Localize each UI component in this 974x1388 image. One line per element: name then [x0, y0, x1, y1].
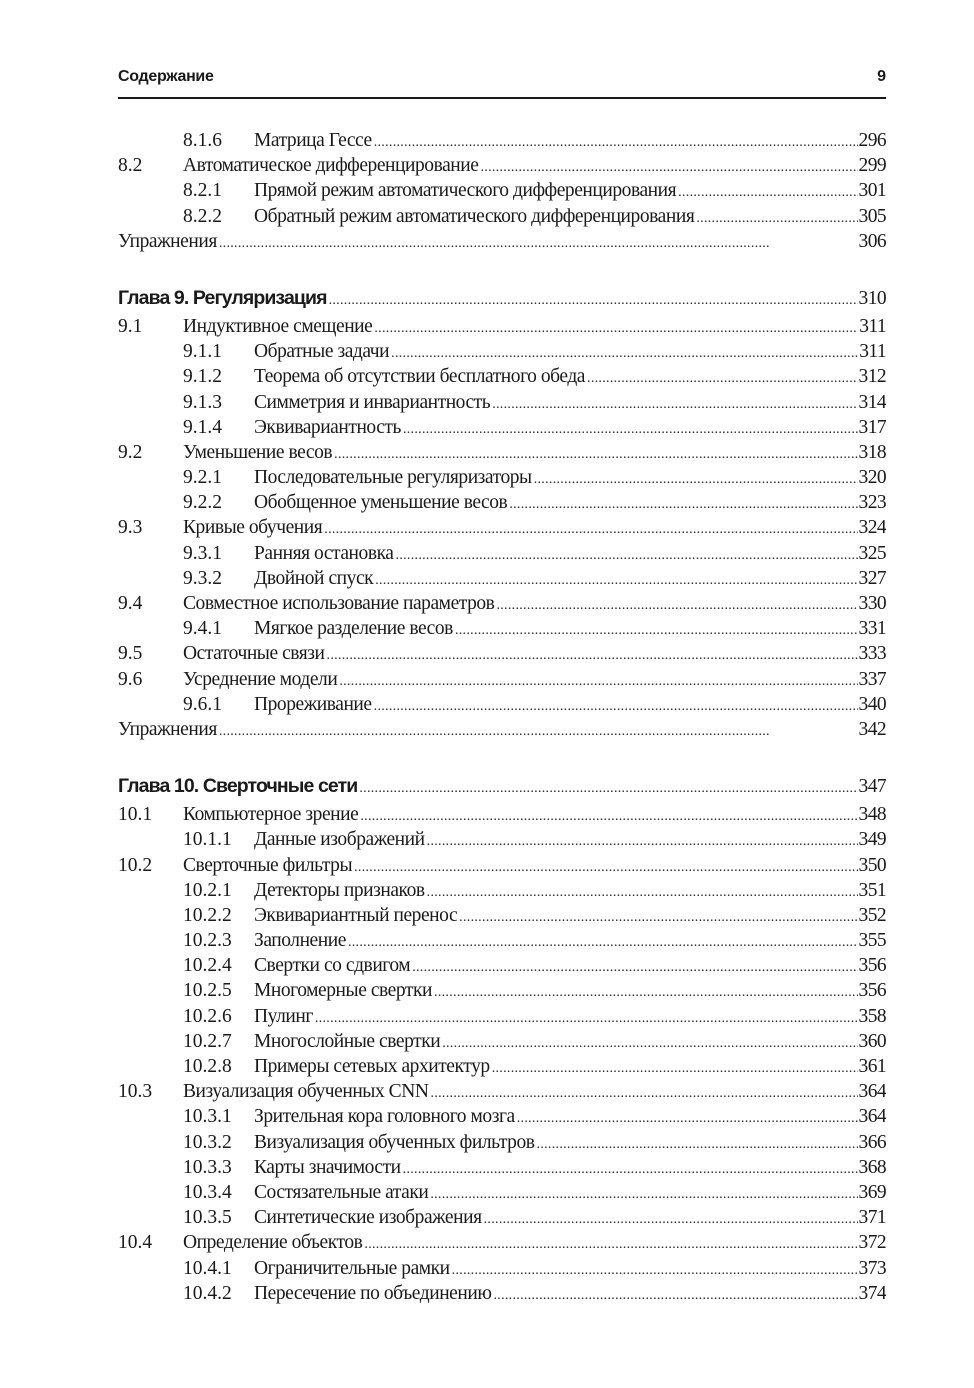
dot-leader	[455, 618, 858, 643]
toc-entry-page: 323	[858, 492, 886, 514]
toc-entry-page: 368	[858, 1156, 886, 1178]
toc-entry-page: 350	[858, 854, 886, 876]
section-gap	[118, 742, 886, 771]
toc-subsection-entry[interactable]	[118, 928, 886, 953]
section-gap	[118, 254, 886, 283]
toc-chapter-heading[interactable]	[118, 283, 886, 314]
toc-entry-number: 8.2.2	[183, 205, 222, 227]
toc-entry-page: 324	[858, 517, 886, 539]
toc-subsection-entry[interactable]	[118, 616, 886, 641]
toc-entry-label: Многослойные свертки	[254, 1029, 442, 1054]
toc-entry-number: 9.1	[118, 315, 143, 337]
toc-entry-line	[254, 178, 886, 205]
toc-entry-number: 9.1.2	[183, 366, 222, 388]
dot-leader	[537, 1132, 858, 1157]
toc-entry-page: 355	[858, 930, 886, 952]
toc-subsection-entry[interactable]	[118, 364, 886, 389]
toc-entry-page: 327	[858, 567, 886, 589]
toc-entry-page: 337	[858, 668, 886, 690]
dot-leader	[375, 568, 857, 593]
toc-entry-line	[254, 1130, 886, 1157]
toc-subsection-entry[interactable]	[118, 178, 886, 203]
toc-entry-number: 8.2	[118, 155, 143, 177]
toc-entry-number: 8.2.1	[183, 180, 222, 202]
dot-leader	[452, 1258, 858, 1283]
toc-section-entry[interactable]	[118, 515, 886, 540]
toc-entry-line	[254, 1281, 886, 1308]
toc-entry-number: 9.3.1	[183, 542, 222, 564]
toc-entry-number: 10.1.1	[183, 829, 232, 851]
toc-entry-page: 373	[858, 1257, 886, 1279]
toc-entry-line	[183, 1230, 886, 1257]
toc-entry-line	[254, 364, 886, 391]
toc-entry-number: 9.6.1	[183, 693, 222, 715]
toc-entry-label: Кривые обучения	[183, 515, 324, 540]
toc-entry-line	[254, 616, 886, 643]
toc-entry-label: Остаточные связи	[183, 641, 327, 666]
toc-entry-number: 10.2.2	[183, 904, 232, 926]
header-rule	[118, 97, 886, 99]
toc-subsection-entry[interactable]	[118, 128, 886, 153]
toc-entry-line	[254, 978, 886, 1005]
toc-entry-number: 9.2.2	[183, 492, 222, 514]
toc-entry-page: 349	[858, 829, 886, 851]
toc-entry-label: Симметрия и инвариантность	[254, 390, 492, 415]
dot-leader	[427, 829, 858, 854]
dot-leader	[509, 492, 857, 517]
toc-entry-page: 331	[858, 618, 886, 640]
toc-subsection-entry[interactable]	[118, 978, 886, 1003]
dot-leader	[374, 130, 858, 155]
toc-subsection-entry[interactable]	[118, 1130, 886, 1155]
toc-entry-line	[254, 692, 886, 719]
toc-entry-line	[254, 128, 886, 155]
toc-entry-number: 9.3	[118, 517, 143, 539]
toc-entry-page: 364	[858, 1081, 886, 1103]
toc-entry-label: Эквивариантность	[254, 415, 403, 440]
dot-leader	[396, 543, 858, 568]
toc-entry-number: 9.5	[118, 643, 143, 665]
toc-entry-line	[254, 1029, 886, 1056]
toc-entry-label: Примеры сетевых архитектур	[254, 1054, 492, 1079]
toc-entry-number: 10.3.5	[183, 1207, 232, 1229]
dot-leader	[442, 1031, 857, 1056]
toc-entry-number: 10.4.1	[183, 1257, 232, 1279]
toc-entry-label: Определение объектов	[183, 1230, 364, 1255]
toc-entry-line	[254, 878, 886, 905]
toc-entry-line	[183, 641, 886, 668]
toc-entry-line	[254, 541, 886, 568]
toc-entry-page: 364	[858, 1106, 886, 1128]
toc-entry-page: 296	[858, 130, 886, 151]
toc-entry-number: 10.4.2	[183, 1282, 232, 1304]
toc-subsection-entry[interactable]	[118, 1004, 886, 1029]
toc-entry-page: 310	[858, 287, 886, 309]
toc-entry-label: Последовательные регуляризаторы	[254, 465, 534, 490]
toc-entry-label: Заполнение	[254, 928, 348, 953]
dot-leader	[219, 719, 858, 744]
toc-entry-line	[254, 339, 886, 366]
toc-entry-page: 360	[858, 1030, 886, 1052]
toc-subsection-entry[interactable]	[118, 541, 886, 566]
toc-entry-page: 301	[858, 180, 886, 202]
toc-entry-line	[183, 1079, 886, 1106]
toc-entry-label: Ограничительные рамки	[254, 1256, 452, 1281]
dot-leader	[339, 669, 857, 694]
toc-entry-page: 305	[858, 205, 886, 227]
toc-entry-number: 9.4	[118, 593, 143, 614]
dot-leader	[360, 804, 857, 829]
toc-entry-line	[183, 591, 886, 618]
toc-entry-number: 9.6	[118, 668, 143, 690]
toc-entry-line	[183, 515, 886, 542]
toc-entry-page: 340	[858, 693, 886, 715]
toc-entry-number: 10.2.6	[183, 1005, 232, 1027]
toc-entry-number: 10.2	[118, 854, 153, 876]
toc-entry-page: 325	[858, 542, 886, 564]
toc-entry-line	[118, 283, 886, 316]
dot-leader	[403, 1157, 858, 1182]
toc-entry-label: Мягкое разделение весов	[254, 616, 455, 641]
toc-subsection-entry[interactable]	[118, 1205, 886, 1230]
toc-entry-label: Пулинг	[254, 1004, 315, 1029]
toc-entry-page: 320	[858, 467, 886, 489]
dot-leader	[492, 392, 857, 417]
toc-subsection-entry[interactable]	[118, 1104, 886, 1129]
toc-subsection-entry[interactable]	[118, 1256, 886, 1281]
toc-entry-page: 374	[858, 1282, 886, 1304]
toc-entry-label: Двойной спуск	[254, 566, 375, 591]
dot-leader	[412, 955, 857, 980]
toc-entry-label: Уменьшение весов	[183, 440, 334, 465]
toc-section-entry[interactable]	[118, 1230, 886, 1255]
toc-entry-label: Многомерные свертки	[254, 978, 434, 1003]
dot-leader	[403, 417, 858, 442]
dot-leader	[431, 1081, 858, 1106]
toc-entry-number: 9.1.1	[183, 341, 222, 363]
toc-entry-number: 9.2.1	[183, 467, 222, 489]
toc-entry-label: Индуктивное смещение	[183, 314, 374, 339]
toc-subsection-entry[interactable]	[118, 490, 886, 515]
toc-section-entry[interactable]	[118, 853, 886, 878]
toc-entry-line	[183, 802, 886, 829]
dot-leader	[324, 517, 857, 542]
toc-entry-label: Глава 10. Сверточные сети	[118, 771, 359, 802]
toc-entry-number: 9.1.4	[183, 416, 222, 438]
toc-entry-label: Прямой режим автоматического дифференцирования	[254, 178, 678, 203]
toc-entry-page: 352	[858, 904, 886, 926]
toc-entry-page: 372	[858, 1232, 886, 1254]
toc-subsection-entry[interactable]	[118, 415, 886, 440]
toc-entry-line	[254, 1054, 886, 1081]
toc-entry-number: 10.3.4	[183, 1181, 232, 1203]
dot-leader	[484, 1207, 858, 1232]
dot-leader	[374, 694, 858, 719]
dot-leader	[364, 1232, 857, 1257]
toc-entry-line	[254, 1256, 886, 1283]
toc-subsection-entry[interactable]	[118, 566, 886, 591]
toc-entry-line	[183, 667, 886, 694]
toc-entry-line	[183, 153, 886, 180]
toc-entry-number: 9.4.1	[183, 618, 222, 640]
dot-leader	[696, 206, 857, 231]
dot-leader	[315, 1006, 858, 1031]
toc-exercises-entry[interactable]	[118, 717, 886, 742]
toc-entry-page: 366	[858, 1131, 886, 1153]
toc-entry-number: 10.3	[118, 1081, 153, 1103]
toc-chapter-heading[interactable]	[118, 771, 886, 802]
dot-leader	[434, 980, 858, 1005]
toc-entry-page: 317	[858, 416, 886, 438]
dot-leader	[219, 231, 858, 256]
toc-entry-page: 361	[858, 1056, 886, 1077]
dot-leader	[348, 930, 858, 955]
toc-entry-line	[118, 717, 886, 744]
toc-entry-number: 10.3.3	[183, 1156, 232, 1178]
toc-entry-label: Данные изображений	[254, 827, 427, 852]
toc-section-entry[interactable]	[118, 314, 886, 339]
toc-section-entry[interactable]	[118, 153, 886, 178]
toc-entry-page: 311	[859, 315, 886, 337]
toc-entry-number: 9.3.2	[183, 567, 222, 589]
toc-subsection-entry[interactable]	[118, 204, 886, 229]
toc-subsection-entry[interactable]	[118, 1281, 886, 1306]
dot-leader	[334, 442, 857, 467]
toc-section-entry[interactable]	[118, 641, 886, 666]
toc-entry-number: 10.2.5	[183, 980, 232, 1002]
toc-entry-label: Теорема об отсутствии бесплатного обеда	[254, 364, 587, 389]
toc-subsection-entry[interactable]	[118, 1155, 886, 1180]
toc-entry-label: Ранняя остановка	[254, 541, 396, 566]
toc-entry-line	[254, 490, 886, 517]
toc-entry-label: Состязательные атаки	[254, 1180, 430, 1205]
toc-entry-line	[254, 928, 886, 955]
toc-entry-label: Обратные задачи	[254, 339, 391, 364]
toc-entry-line	[118, 229, 886, 256]
toc-entry-page: 371	[858, 1207, 886, 1229]
toc-entry-line	[183, 853, 886, 880]
toc-subsection-entry[interactable]	[118, 1054, 886, 1079]
toc-entry-number: 10.1	[118, 804, 153, 826]
toc-entry-page: 312	[858, 366, 886, 388]
toc-entry-number: 9.2	[118, 441, 143, 463]
toc-entry-label: Визуализация обученных CNN	[183, 1079, 431, 1104]
toc-entry-page: 306	[858, 230, 886, 252]
toc-entry-line	[183, 440, 886, 467]
toc-entry-line	[183, 314, 886, 341]
toc-entry-label: Матрица Гессе	[254, 128, 374, 153]
toc-entry-number: 10.2.1	[183, 879, 232, 901]
toc-entry-label: Прореживание	[254, 692, 374, 717]
toc-entry-page: 358	[858, 1005, 886, 1027]
toc-entry-line	[254, 827, 886, 854]
dot-leader	[496, 593, 857, 618]
toc-entry-line	[254, 953, 886, 980]
toc-entry-page: 348	[858, 804, 886, 826]
toc-subsection-entry[interactable]	[118, 953, 886, 978]
toc-entry-label: Усреднение модели	[183, 667, 339, 692]
dot-leader	[678, 180, 857, 205]
toc-entry-label: Зрительная кора головного мозга	[254, 1104, 517, 1129]
toc-entry-label: Пересечение по объединению	[254, 1281, 493, 1306]
toc-entry-label: Детекторы признаков	[254, 878, 427, 903]
dot-leader	[492, 1056, 858, 1081]
dot-leader	[354, 855, 857, 880]
toc-entry-page: 314	[858, 391, 886, 413]
dot-leader	[329, 285, 858, 316]
toc-entry-number: 10.2.8	[183, 1056, 232, 1077]
toc-entry-number: 10.3.1	[183, 1106, 232, 1128]
toc-entry-label: Компьютерное зрение	[183, 802, 360, 827]
toc-subsection-entry[interactable]	[118, 1029, 886, 1054]
toc-entry-label: Свертки со сдвигом	[254, 953, 412, 978]
toc-subsection-entry[interactable]	[118, 827, 886, 852]
running-header	[118, 68, 886, 92]
toc-entry-label: Синтетические изображения	[254, 1205, 484, 1230]
toc-entry-page: 311	[859, 341, 886, 363]
toc-entry-label: Глава 9. Регуляризация	[118, 283, 329, 314]
toc-entry-line	[254, 1180, 886, 1207]
toc-section-entry[interactable]	[118, 667, 886, 692]
dot-leader	[391, 341, 858, 366]
toc-section-entry[interactable]	[118, 591, 886, 616]
dot-leader	[534, 467, 858, 492]
dot-leader	[587, 366, 858, 391]
toc-entry-number: 10.2.4	[183, 955, 232, 977]
toc-subsection-entry[interactable]	[118, 1180, 886, 1205]
toc-entry-label: Упражнения	[118, 229, 219, 254]
toc-entry-page: 369	[858, 1181, 886, 1203]
toc-entry-page: 333	[858, 643, 886, 665]
toc-entry-page: 299	[858, 155, 886, 177]
dot-leader	[427, 880, 858, 905]
toc-entry-label: Упражнения	[118, 717, 219, 742]
toc-entry-line	[254, 1004, 886, 1031]
toc-entry-number: 10.2.7	[183, 1030, 232, 1052]
table-of-contents	[118, 128, 886, 1306]
toc-entry-number: 10.2.3	[183, 930, 232, 952]
toc-entry-page: 356	[858, 955, 886, 977]
toc-subsection-entry[interactable]	[118, 878, 886, 903]
toc-entry-page: 318	[858, 441, 886, 463]
dot-leader	[493, 1283, 857, 1308]
dot-leader	[459, 905, 857, 930]
toc-entry-line	[254, 566, 886, 593]
toc-entry-number: 10.4	[118, 1232, 153, 1254]
dot-leader	[327, 643, 858, 668]
toc-entry-number: 8.1.6	[183, 130, 222, 151]
toc-entry-label: Визуализация обученных фильтров	[254, 1130, 537, 1155]
toc-section-entry[interactable]	[118, 440, 886, 465]
toc-subsection-entry[interactable]	[118, 390, 886, 415]
page-number: 9	[877, 68, 886, 85]
toc-entry-label: Обобщенное уменьшение весов	[254, 490, 509, 515]
toc-entry-label: Обратный режим автоматического дифференцирования	[254, 204, 696, 229]
toc-entry-label: Эквивариантный перенос	[254, 903, 459, 928]
toc-section-entry[interactable]	[118, 1079, 886, 1104]
toc-entry-line	[254, 465, 886, 492]
toc-entry-page: 356	[858, 980, 886, 1002]
toc-entry-number: 10.3.2	[183, 1131, 232, 1153]
toc-exercises-entry[interactable]	[118, 229, 886, 254]
dot-leader	[480, 155, 857, 180]
dot-leader	[430, 1182, 857, 1207]
toc-subsection-entry[interactable]	[118, 692, 886, 717]
toc-entry-line	[254, 415, 886, 442]
toc-entry-label: Автоматическое дифференцирование	[183, 153, 480, 178]
toc-subsection-entry[interactable]	[118, 903, 886, 928]
toc-entry-label: Карты значимости	[254, 1155, 403, 1180]
toc-entry-line	[254, 390, 886, 417]
toc-entry-line	[254, 204, 886, 231]
dot-leader	[374, 316, 858, 341]
toc-section-entry[interactable]	[118, 802, 886, 827]
toc-entry-line	[254, 1205, 886, 1232]
toc-entry-label: Сверточные фильтры	[183, 853, 354, 878]
toc-entry-line	[118, 771, 886, 804]
toc-entry-number: 9.1.3	[183, 391, 222, 413]
toc-entry-page: 351	[858, 879, 886, 901]
toc-entry-line	[254, 903, 886, 930]
toc-subsection-entry[interactable]	[118, 339, 886, 364]
dot-leader	[359, 773, 857, 804]
toc-entry-page: 330	[858, 593, 886, 614]
toc-entry-line	[254, 1104, 886, 1131]
toc-entry-line	[254, 1155, 886, 1182]
running-header-title: Содержание	[118, 68, 214, 85]
toc-subsection-entry[interactable]	[118, 465, 886, 490]
toc-entry-page: 342	[858, 718, 886, 740]
dot-leader	[517, 1106, 858, 1131]
toc-entry-label: Совместное использование параметров	[183, 591, 496, 616]
toc-entry-page: 347	[858, 776, 886, 798]
